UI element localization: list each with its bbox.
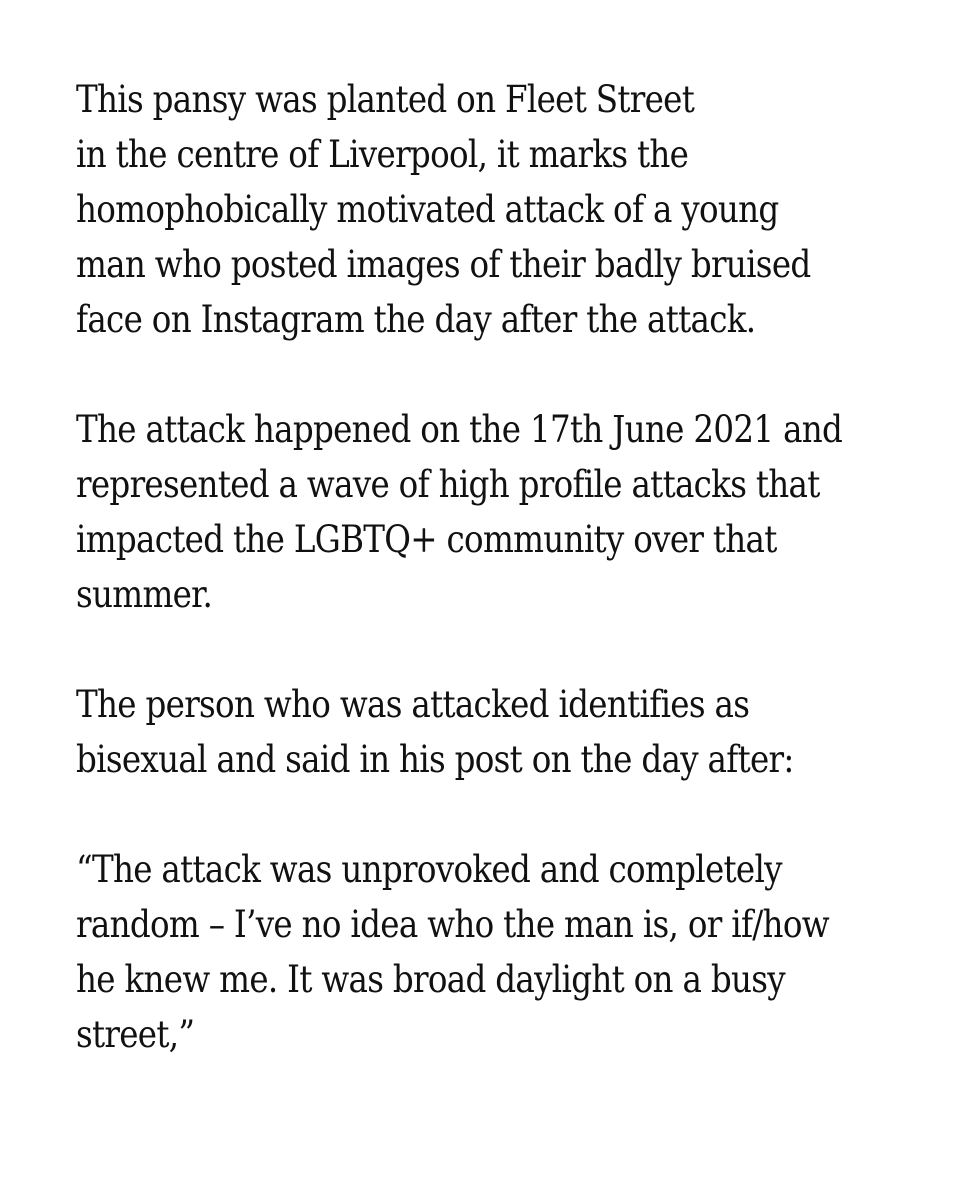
- text-line: represented a wave of high profile attacks that: [76, 463, 820, 506]
- text-line: in the centre of Liverpool, it marks the: [76, 133, 689, 176]
- paragraph-attack-date: [76, 402, 843, 622]
- paragraph-identity: [76, 677, 833, 787]
- text-line: random – I’ve no idea who the man is, or if/how: [76, 903, 829, 946]
- text-line: summer.: [76, 573, 213, 616]
- text-line: homophobically motivated attack of a young: [76, 188, 779, 231]
- text-line: face on Instagram the day after the attack.: [76, 298, 756, 341]
- paragraph-quote: [76, 842, 833, 1062]
- text-line: This pansy was planted on Fleet Street: [76, 78, 695, 121]
- text-line: man who posted images of their badly bruised: [76, 243, 811, 286]
- text-line: bisexual and said in his post on the day after:: [76, 738, 794, 781]
- text-line: The attack happened on the 17th June 2021 and: [76, 408, 843, 451]
- text-line: The person who was attacked identifies as: [76, 683, 750, 726]
- text-line: he knew me. It was broad daylight on a busy: [76, 958, 785, 1001]
- text-line: impacted the LGBTQ+ community over that: [76, 518, 777, 561]
- document-body: [76, 72, 843, 1117]
- text-line: street,”: [76, 1013, 195, 1056]
- text-line: “The attack was unprovoked and completely: [76, 848, 782, 891]
- paragraph-intro: [76, 72, 833, 347]
